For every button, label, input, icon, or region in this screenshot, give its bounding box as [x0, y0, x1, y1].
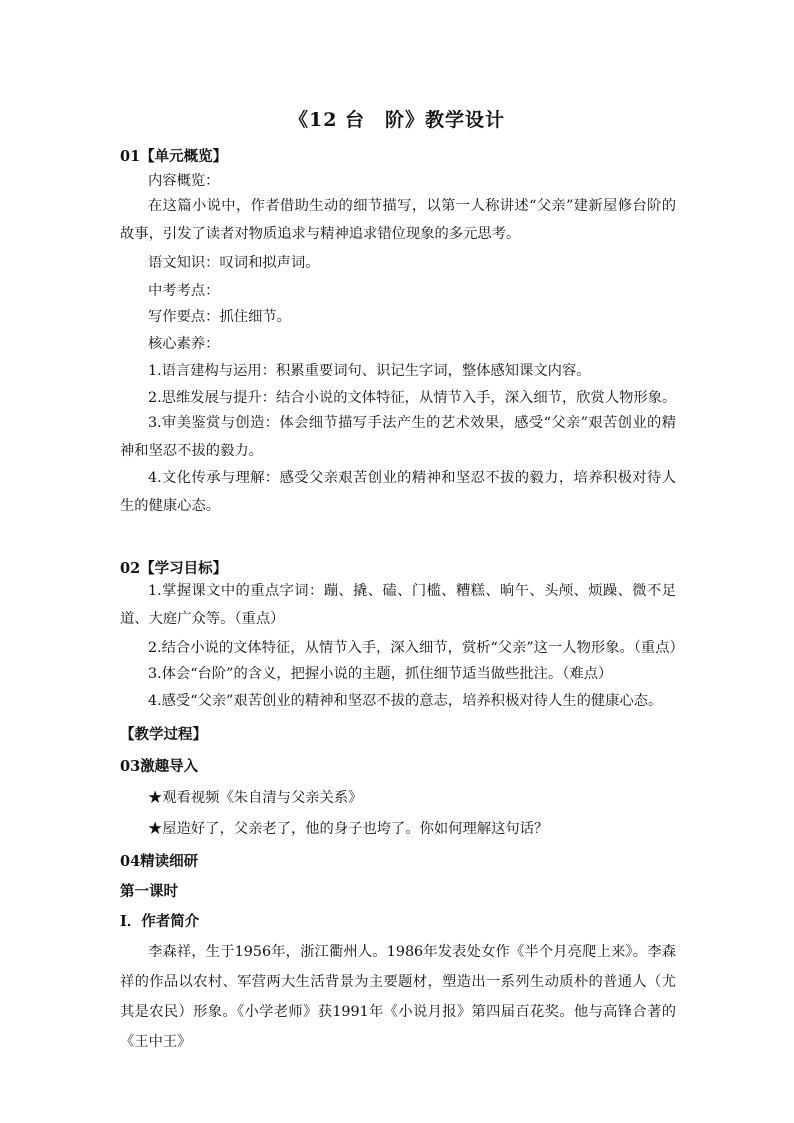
- section-01-heading: 01【单元概览】: [120, 148, 228, 165]
- goal-item-4: 4.感受“父亲”艰苦创业的精神和坚忍不拔的意志，培养积极对待人生的健康心态。: [148, 693, 663, 709]
- lesson-heading: 第一课时: [120, 883, 178, 900]
- content-label: 内容概览：: [148, 173, 220, 189]
- goal-item-3: 3.体会“台阶”的含义，把握小说的主题，抓住细节适当做些批注。（难点）: [148, 666, 613, 682]
- author-heading: Ⅰ．作者简介: [120, 913, 200, 930]
- core-item-4: 4.文化传承与理解：感受父亲艰苦创业的精神和坚忍不拔的毅力，培养积极对待人生的健康心态。: [120, 470, 676, 514]
- content-paragraph: 在这篇小说中，作者借助生动的细节描写，以第一人称讲述“父亲”建新屋修台阶的故事，引发了读者对物质追求与精神追求错位现象的多元思考。: [120, 198, 676, 242]
- goal-item-2: 2.结合小说的文体特征，从情节入手，深入细节，赏析“父亲”这一人物形象。（重点）: [148, 640, 684, 656]
- writing-line: 写作要点：抓住细节。: [148, 309, 291, 325]
- teaching-process-heading: 【教学过程】: [120, 726, 207, 743]
- exam-line: 中考考点：: [148, 283, 220, 299]
- section-03-heading: 03激趣导入: [120, 758, 199, 775]
- core-item-2: 2.思维发展与提升：结合小说的文体特征，从情节入手，深入细节，欣赏人物形象。: [148, 390, 677, 406]
- section-04-heading: 04精读细研: [120, 853, 199, 870]
- core-label: 核心素养：: [148, 336, 220, 352]
- star-item-2: ★屋造好了，父亲老了，他的身子也垮了。你如何理解这句话？: [148, 821, 549, 837]
- core-item-3: 3.审美鉴赏与创造：体会细节描写手法产生的艺术效果，感受“父亲”艰苦创业的精神和坚忍不拔的毅力。: [120, 415, 676, 459]
- author-paragraph: 李森祥，生于1956年，浙江衢州人。1986年发表处女作《半个月亮爬上来》。李森祥的作品以农村、军营两大生活背景为主要题材，塑造出一系列生动质朴的普通人（尤其是农民）形象。《小学老师》获1991年《小说月报》第四届百花奖。他与高锋合著的《王中王》: [120, 944, 676, 1050]
- document-title: 《12 台 阶》教学设计: [288, 109, 506, 131]
- knowledge-line: 语文知识：叹词和拟声词。: [148, 255, 320, 271]
- goal-item-1: 1.掌握课文中的重点字词：蹦、撬、磕、门槛、糟糕、晌午、头颅、烦躁、微不足道、大庭广众等。（重点）: [120, 583, 676, 627]
- section-02-heading: 02【学习目标】: [120, 560, 228, 577]
- core-item-1: 1.语言建构与运用：积累重要词句、识记生字词，整体感知课文内容。: [148, 363, 591, 379]
- star-item-1: ★观看视频《朱自清与父亲关系》: [148, 790, 363, 806]
